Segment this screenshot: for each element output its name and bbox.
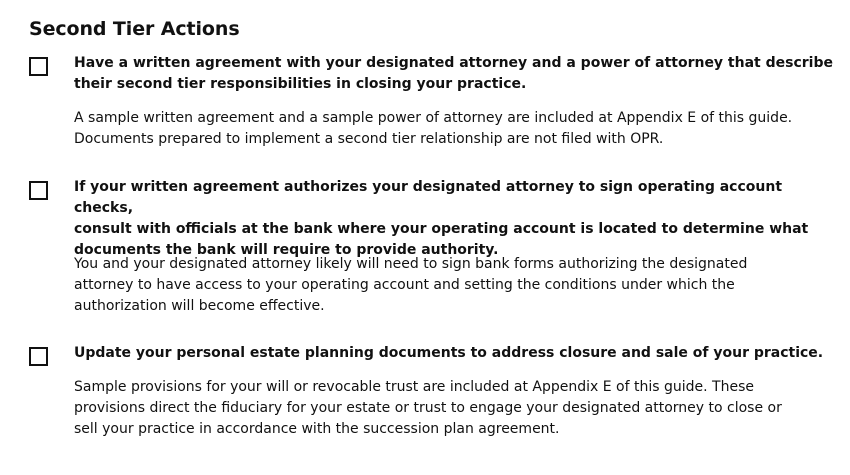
- item-heading-estate-planning: [74, 343, 834, 364]
- heading-line: their second tier responsibilities in closing your practice.: [74, 76, 527, 92]
- description-line: Documents prepared to implement a second tier relationship are not filed with OPR.: [74, 131, 664, 147]
- checkbox-bank-authority[interactable]: [29, 181, 48, 200]
- description-line: provisions direct the fiduciary for your estate or trust to engage your designated attorney to close or: [74, 400, 782, 416]
- heading-line: If your written agreement authorizes your designated attorney to sign operating account checks,: [74, 179, 783, 216]
- heading-line: documents the bank will require to provide authority.: [74, 242, 499, 258]
- checkbox-written-agreement[interactable]: [29, 57, 48, 76]
- description-line: Sample provisions for your will or revocable trust are included at Appendix E of this guide. These: [74, 379, 754, 395]
- checkbox-estate-planning[interactable]: [29, 347, 48, 366]
- heading-line: Have a written agreement with your designated attorney and a power of attorney that describe: [74, 55, 833, 71]
- item-heading-written-agreement: [74, 53, 834, 95]
- item-heading-bank-authority: [74, 177, 834, 261]
- heading-line: consult with officials at the bank where your operating account is located to determine what: [74, 221, 809, 237]
- section-title: Second Tier Actions: [29, 18, 240, 40]
- item-description-written-agreement: [74, 108, 839, 150]
- description-line: authorization will become effective.: [74, 298, 325, 314]
- description-line: sell your practice in accordance with the succession plan agreement.: [74, 421, 560, 437]
- description-line: attorney to have access to your operating account and setting the conditions under which the: [74, 277, 735, 293]
- heading-line: Update your personal estate planning documents to address closure and sale of your practice.: [74, 345, 824, 361]
- item-description-estate-planning: [74, 377, 839, 440]
- description-line: You and your designated attorney likely will need to sign bank forms authorizing the designated: [74, 256, 748, 272]
- description-line: A sample written agreement and a sample power of attorney are included at Appendix E of this guide.: [74, 110, 793, 126]
- item-description-bank-authority: [74, 254, 839, 317]
